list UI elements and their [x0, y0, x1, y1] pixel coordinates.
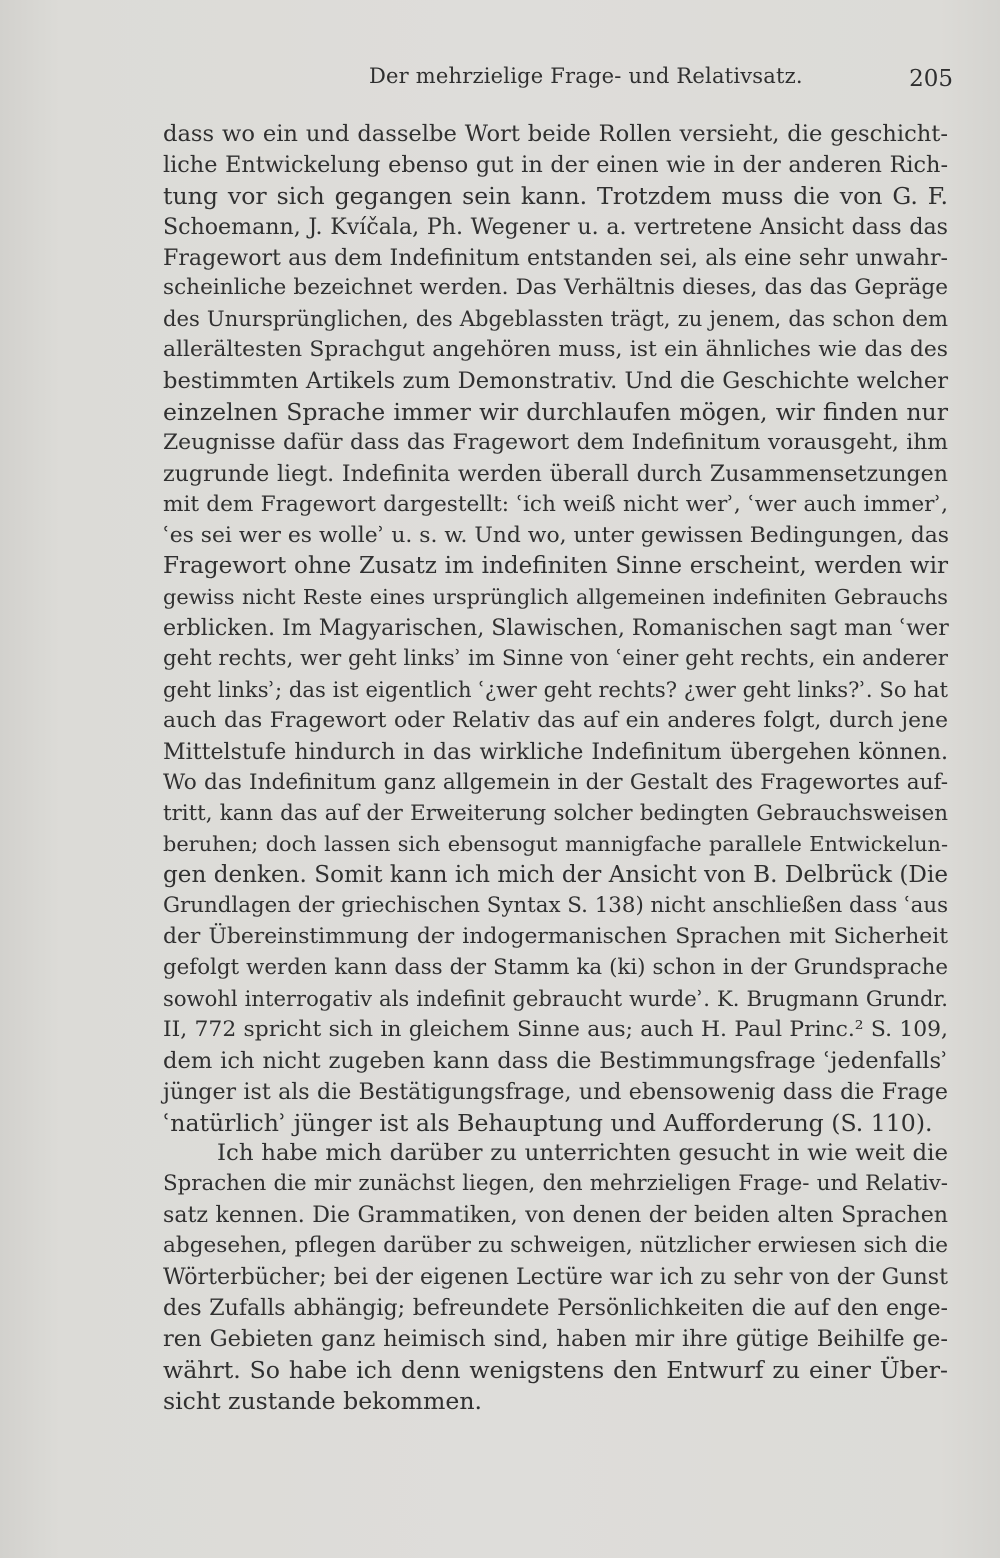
text-line: Mittelstufe hindurch in das wirkliche Indefinitum übergehen können.: [163, 738, 948, 765]
text-line: der Übereinstimmung der indogermanischen Sprachen mit Sicherheit: [163, 924, 948, 950]
text-line: mit dem Fragewort dargestellt: ʿich weiß nicht werʾ, ʿwer auch immerʾ,: [163, 491, 948, 517]
page-header: [163, 64, 953, 98]
text-line: ʿnatürlichʾ jünger ist als Behauptung und Aufforderung (S. 110).: [163, 1108, 933, 1137]
text-line: beruhen; doch lassen sich ebensogut mannigfache parallele Entwickelun-: [163, 832, 948, 857]
text-line: ʿes sei wer es wolleʾ u. s. w. Und wo, unter gewissen Bedingungen, das: [163, 522, 949, 548]
page-number: 205: [909, 66, 953, 92]
text-line: Schoemann, J. Kvíčala, Ph. Wegener u. a. vertretene Ansicht dass das: [163, 213, 948, 240]
text-line: jünger ist als die Bestätigungsfrage, und ebensowenig dass die Frage: [163, 1078, 948, 1105]
text-line: Fragewort aus dem Indefinitum entstanden sei, als eine sehr unwahr-: [163, 244, 948, 271]
text-line: sicht zustande bekommen.: [163, 1386, 483, 1415]
text-line: allerältesten Sprachgut angehören muss, ist ein ähnliches wie das des: [163, 337, 948, 363]
text-line: erblicken. Im Magyarischen, Slawischen, Romanischen sagt man ʿwer: [163, 615, 949, 642]
text-line: währt. So habe ich denn wenigstens den Entwurf zu einer Über-: [163, 1355, 948, 1384]
text-line: tritt, kann das auf der Erweiterung solcher bedingten Gebrauchsweisen: [163, 800, 948, 826]
text-line: Zeugnisse dafür dass das Fragewort dem Indefinitum vorausgeht, ihm: [163, 429, 948, 455]
text-line: geht linksʾ; das ist eigentlich ʿ¿wer geht rechts? ¿wer geht links?ʾ. So hat: [163, 677, 948, 703]
paragraph-1: [163, 119, 948, 1138]
text-line: zugrunde liegt. Indefinita werden überall durch Zusammensetzungen: [163, 460, 948, 487]
text-line: gefolgt werden kann dass der Stamm ka (ki) schon in der Grundsprache: [163, 955, 948, 981]
text-line: Ich habe mich darüber zu unterrichten gesucht in wie weit die: [217, 1140, 948, 1167]
text-line: Wörterbücher; bei der eigenen Lectüre war ich zu sehr von der Gunst: [163, 1263, 948, 1290]
text-line: auch das Fragewort oder Relativ das auf ein anderes folgt, durch jene: [163, 707, 948, 733]
text-line: scheinliche bezeichnet werden. Das Verhältnis dieses, das das Gepräge: [163, 275, 948, 301]
text-line: Fragewort ohne Zusatz im indefiniten Sinne erscheint, werden wir: [163, 553, 948, 580]
text-line: ren Gebieten ganz heimisch sind, haben mir ihre gütige Beihilfe ge-: [163, 1325, 948, 1352]
paragraph-2: [163, 1138, 948, 1416]
body-text: [163, 119, 948, 1416]
text-line: einzelnen Sprache immer wir durchlaufen mögen, wir finden nur: [163, 398, 948, 427]
text-line: liche Entwickelung ebenso gut in der einen wie in der anderen Rich-: [163, 151, 948, 178]
text-line: tung vor sich gegangen sein kann. Trotzdem muss die von G. F.: [163, 181, 948, 210]
text-line: satz kennen. Die Grammatiken, von denen der beiden alten Sprachen: [163, 1202, 948, 1229]
text-line: abgesehen, pflegen darüber zu schweigen, nützlicher erwiesen sich die: [163, 1233, 948, 1259]
text-line: gewiss nicht Reste eines ursprünglich allgemeinen indefiniten Gebrauchs: [163, 585, 948, 610]
text-line: Grundlagen der griechischen Syntax S. 138) nicht anschließen dass ʿaus: [163, 893, 949, 919]
text-line: dem ich nicht zugeben kann dass die Bestimmungsfrage ʿjedenfallsʾ: [163, 1047, 948, 1074]
text-line: bestimmten Artikels zum Demonstrativ. Und die Geschichte welcher: [163, 368, 948, 395]
running-head: Der mehrzielige Frage- und Relativsatz.: [369, 64, 803, 88]
text-line: sowohl interrogativ als indefinit gebraucht wurdeʾ. K. Brugmann Grundr.: [163, 985, 948, 1011]
text-line: geht rechts, wer geht linksʾ im Sinne von ʿeiner geht rechts, ein anderer: [163, 646, 948, 672]
text-line: II, 772 spricht sich in gleichem Sinne aus; auch H. Paul Princ.² S. 109,: [163, 1016, 948, 1042]
text-line: des Zufalls abhängig; befreundete Persönlichkeiten die auf den enge-: [163, 1294, 948, 1321]
text-line: gen denken. Somit kann ich mich der Ansicht von B. Delbrück (Die: [163, 862, 948, 889]
text-line: Sprachen die mir zunächst liegen, den mehrzieligen Frage- und Relativ-: [163, 1171, 948, 1197]
text-line: des Unursprünglichen, des Abgeblassten trägt, zu jenem, das schon dem: [163, 306, 948, 332]
text-line: dass wo ein und dasselbe Wort beide Rollen versieht, die geschicht-: [163, 121, 948, 147]
text-line: Wo das Indefinitum ganz allgemein in der Gestalt des Fragewortes auf-: [163, 769, 948, 795]
